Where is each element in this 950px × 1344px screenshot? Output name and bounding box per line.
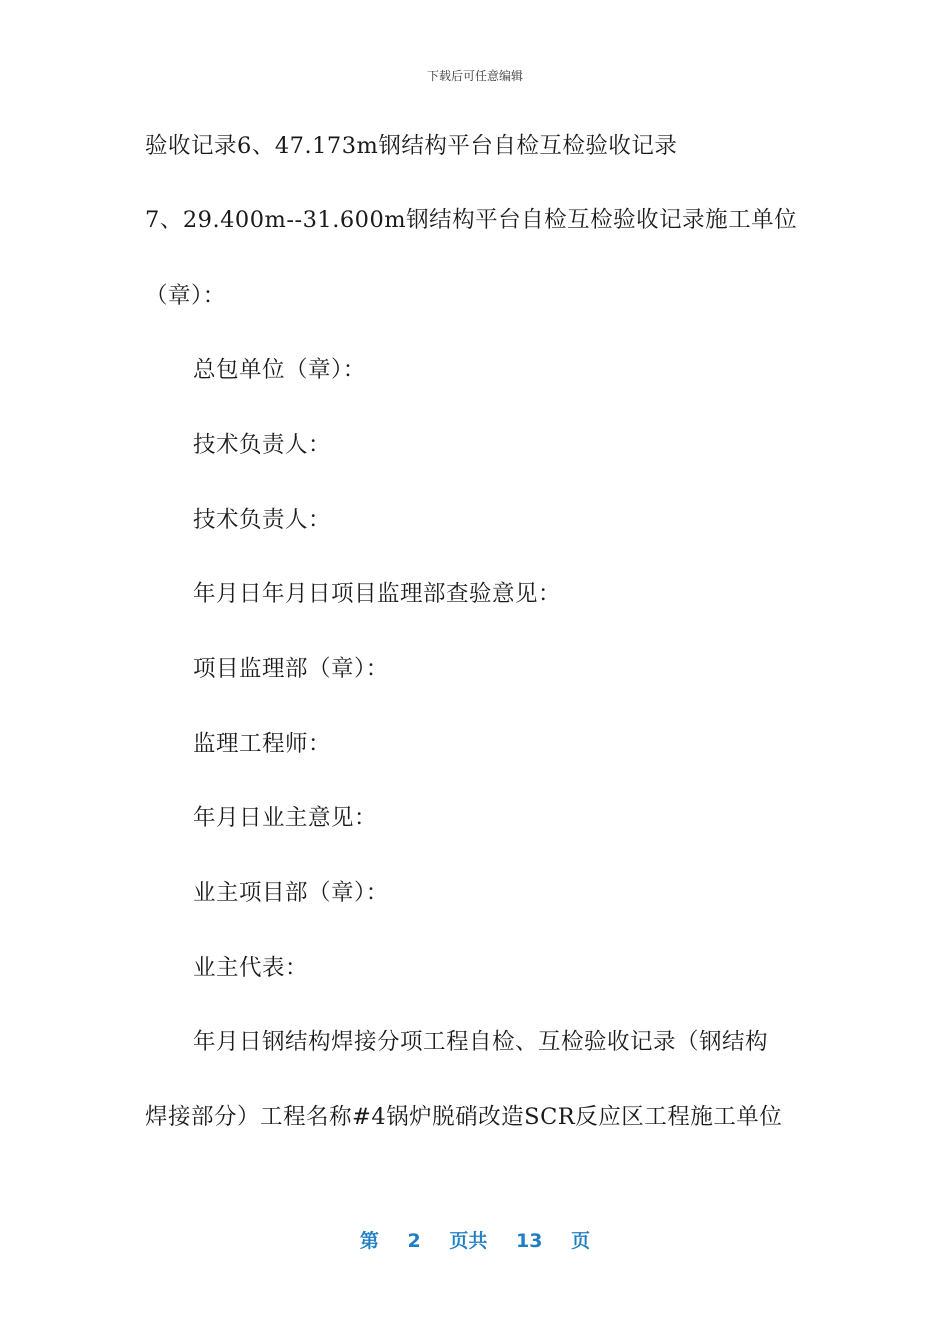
page-footer	[0, 1226, 950, 1253]
body-line: 7、29.400m--31.600m钢结构平台自检互检验收记录施工单位	[145, 207, 798, 233]
body-line: 验收记录6、47.173m钢结构平台自检互检验收记录	[145, 133, 678, 159]
body-line: 技术负责人：	[193, 432, 332, 458]
header-note: 下载后可任意编辑	[426, 69, 523, 83]
body-line: 年月日年月日项目监理部查验意见：	[193, 581, 562, 607]
footer-prefix: 第	[359, 1230, 379, 1252]
body-line: 项目监理部（章）：	[193, 656, 389, 682]
body-line: （章）：	[145, 283, 226, 309]
body-line: 年月日业主意见：	[193, 805, 378, 831]
footer-suffix: 页	[571, 1230, 591, 1252]
body-line: 年月日钢结构焊接分项工程自检、互检验收记录（钢结构	[193, 1029, 769, 1055]
footer-page-number: 2	[407, 1230, 421, 1252]
footer-middle: 页共	[449, 1230, 488, 1252]
body-line: 技术负责人：	[193, 507, 332, 533]
body-line: 总包单位（章）：	[193, 357, 366, 383]
body-line: 业主项目部（章）：	[193, 880, 389, 906]
body-line: 业主代表：	[193, 955, 309, 981]
footer-total-pages: 13	[516, 1230, 543, 1252]
body-line: 焊接部分）工程名称#4锅炉脱硝改造SCR反应区工程施工单位	[145, 1104, 783, 1130]
body-line: 监理工程师：	[193, 731, 332, 757]
